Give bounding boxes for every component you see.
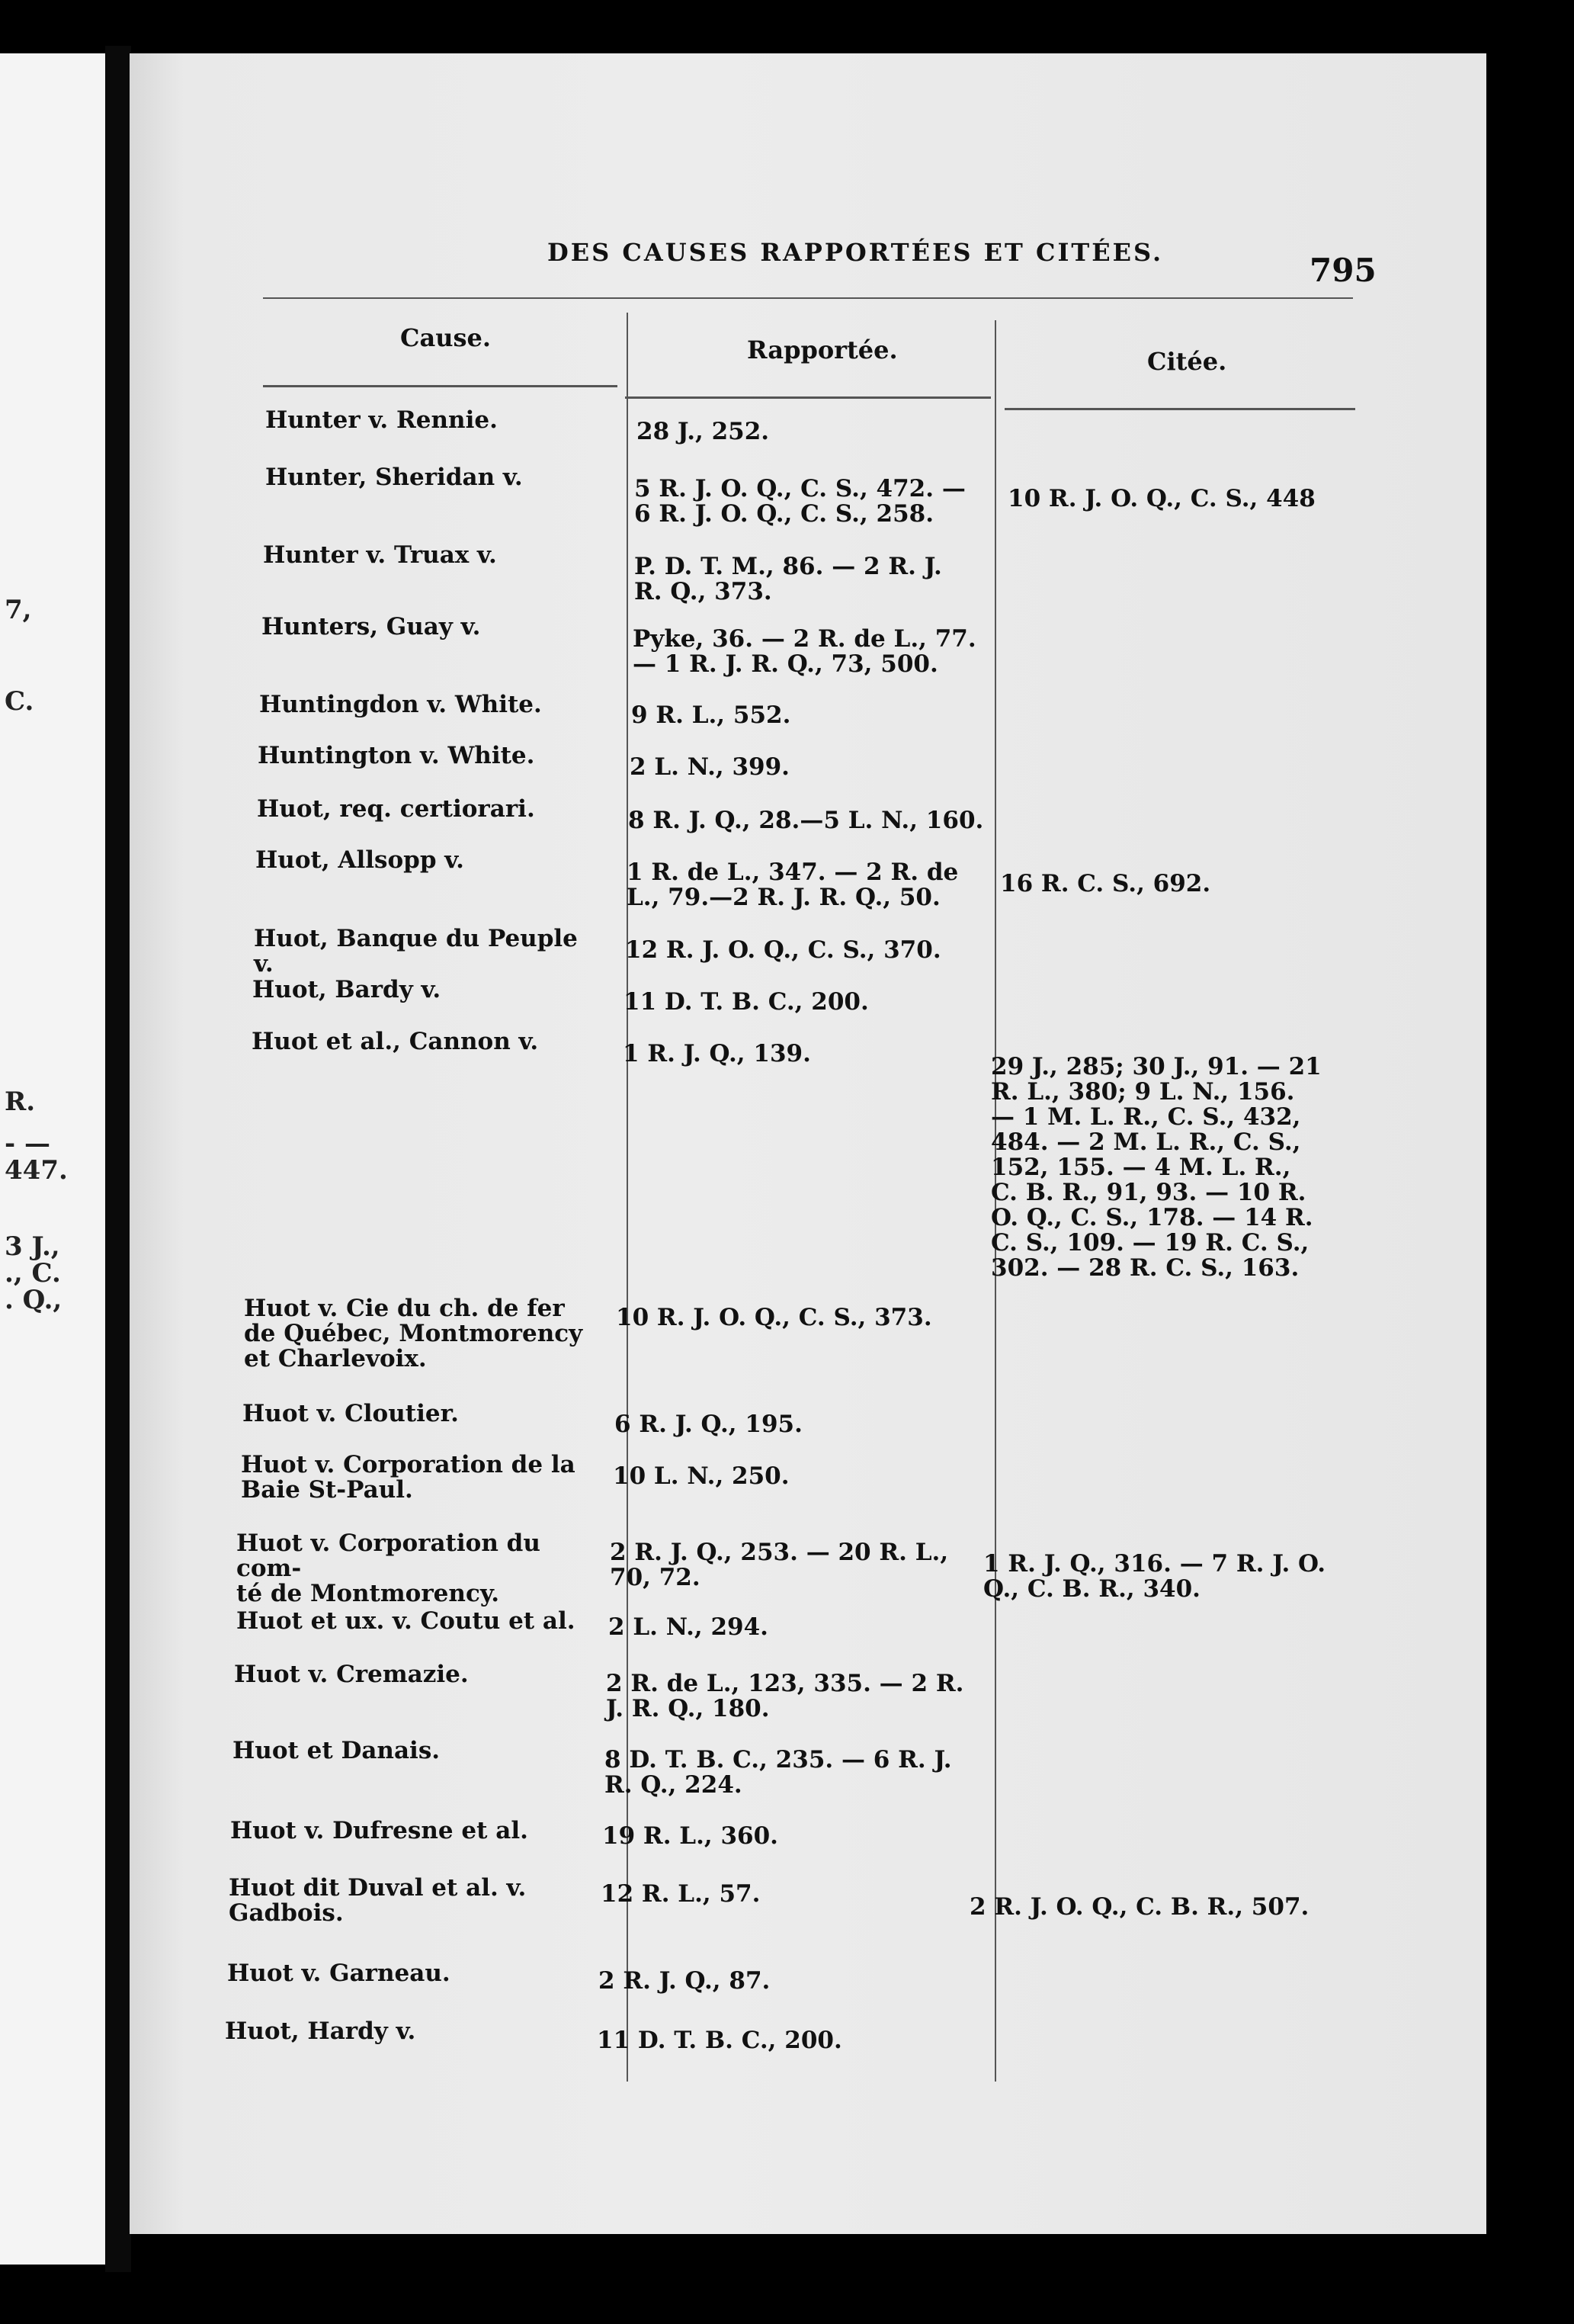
column-header-cause: Cause. <box>400 323 491 352</box>
cause-cell: Huot et ux. v. Coutu et al. <box>236 1607 575 1635</box>
cause-cell: Hunter v. Rennie. <box>265 406 498 434</box>
citee-cell: 29 J., 285; 30 J., 91. — 21 R. L., 380; 9 L. N., 156. — 1 M. L. R., C. S., 432, 484. — 2 M. L. R., C. S., 152, 155. — 4 M. L. R., C. B. R., 91, 93. — 10 R. O. Q., C. S., 178. — 14 R. C. S., 109. — 19 R. C. S., 302. — 28 R. C. S., 163. <box>991 1053 1322 1282</box>
scan-border <box>1486 53 1574 2324</box>
prev-fragment: C. <box>5 686 34 717</box>
prev-fragment: ., C. <box>5 1258 61 1289</box>
cause-cell: Huot, req. certiorari. <box>257 795 535 823</box>
cause-cell: Huot et al., Cannon v. <box>252 1028 539 1055</box>
citee-cell: 10 R. J. O. Q., C. S., 448 <box>1008 485 1316 512</box>
column-rule-rapportee <box>625 396 991 399</box>
running-header: DES CAUSES RAPPORTÉES ET CITÉES. <box>547 238 1164 267</box>
rapportee-cell: 1 R. de L., 347. — 2 R. de L., 79.—2 R. J. R. Q., 50. <box>627 859 959 911</box>
cause-cell: Huot v. Corporation du com- té de Montmorency. <box>236 1530 540 1607</box>
rapportee-cell: 28 J., 252. <box>636 418 770 445</box>
cause-cell: Huot v. Cie du ch. de fer de Québec, Montmorency et Charlevoix. <box>244 1295 583 1372</box>
page-gutter <box>105 46 131 2272</box>
rapportee-cell: 5 R. J. O. Q., C. S., 472. — 6 R. J. O. Q., C. S., 258. <box>634 475 966 528</box>
cause-cell: Hunters, Guay v. <box>261 613 481 640</box>
prev-fragment: . Q., <box>5 1285 63 1315</box>
cause-cell: Hunter v. Truax v. <box>263 541 497 569</box>
rapportee-cell: 2 R. J. Q., 87. <box>598 1967 771 1995</box>
rapportee-cell: 2 R. de L., 123, 335. — 2 R. J. R. Q., 180. <box>606 1670 964 1722</box>
citee-cell: 1 R. J. Q., 316. — 7 R. J. O. Q., C. B. R., 340. <box>983 1550 1326 1603</box>
rapportee-cell: 19 R. L., 360. <box>602 1822 778 1850</box>
cause-cell: Huot v. Dufresne et al. <box>230 1817 528 1844</box>
rapportee-cell: 1 R. J. Q., 139. <box>623 1040 811 1067</box>
cause-cell: Huot v. Corporation de la Baie St-Paul. <box>241 1451 575 1504</box>
cause-cell: Huot, Allsopp v. <box>255 846 464 874</box>
cause-cell: Huot, Hardy v. <box>225 2017 416 2045</box>
prev-fragment: - — <box>5 1128 50 1159</box>
page-number: 795 <box>1310 252 1377 289</box>
rapportee-cell: 6 R. J. Q., 195. <box>614 1411 803 1438</box>
cause-cell: Huot v. Cloutier. <box>242 1400 459 1427</box>
rapportee-cell: 8 D. T. B. C., 235. — 6 R. J. R. Q., 224. <box>604 1746 952 1799</box>
column-header-citee: Citée. <box>1147 347 1227 376</box>
column-rule-cause <box>263 385 617 387</box>
cause-cell: Huot v. Garneau. <box>227 1960 450 1987</box>
cause-cell: Huntingdon v. White. <box>259 691 542 718</box>
column-rule-citee <box>1005 408 1355 410</box>
prev-fragment: 3 J., <box>5 1231 60 1262</box>
rapportee-cell: 12 R. J. O. Q., C. S., 370. <box>625 936 941 964</box>
cause-cell: Huot v. Cremazie. <box>234 1661 469 1688</box>
prev-fragment: 7, <box>5 595 32 625</box>
previous-page-edge <box>0 53 107 2265</box>
cause-cell: Huot dit Duval et al. v. Gadbois. <box>229 1874 527 1927</box>
cause-cell: Hunter, Sheridan v. <box>265 464 523 491</box>
rapportee-cell: 2 L. N., 294. <box>608 1613 768 1641</box>
cause-cell: Huot, Banque du Peuple v. <box>254 925 578 977</box>
citee-cell: 16 R. C. S., 692. <box>1000 870 1211 897</box>
cause-cell: Huot, Bardy v. <box>252 976 441 1003</box>
citee-cell: 2 R. J. O. Q., C. B. R., 507. <box>970 1893 1310 1921</box>
rapportee-cell: 11 D. T. B. C., 200. <box>624 988 869 1016</box>
cause-cell: Huot et Danais. <box>232 1737 441 1764</box>
rapportee-cell: 10 L. N., 250. <box>613 1462 790 1490</box>
cause-cell: Huntington v. White. <box>258 742 535 769</box>
prev-fragment: R. <box>5 1087 36 1117</box>
header-rule <box>263 297 1353 299</box>
rapportee-cell: Pyke, 36. — 2 R. de L., 77. — 1 R. J. R. Q., 73, 500. <box>633 625 976 678</box>
rapportee-cell: 10 R. J. O. Q., C. S., 373. <box>616 1304 932 1331</box>
rapportee-cell: 11 D. T. B. C., 200. <box>597 2027 842 2054</box>
column-header-rapportee: Rapportée. <box>747 335 898 364</box>
rapportee-cell: 2 L. N., 399. <box>630 753 790 781</box>
prev-fragment: 447. <box>5 1155 68 1186</box>
rapportee-cell: 2 R. J. Q., 253. — 20 R. L., 70, 72. <box>610 1539 949 1591</box>
rapportee-cell: 8 R. J. Q., 28.—5 L. N., 160. <box>628 807 984 834</box>
column-divider <box>627 313 628 2082</box>
rapportee-cell: P. D. T. M., 86. — 2 R. J. R. Q., 373. <box>634 553 942 605</box>
rapportee-cell: 12 R. L., 57. <box>601 1880 761 1908</box>
rapportee-cell: 9 R. L., 552. <box>631 701 791 729</box>
